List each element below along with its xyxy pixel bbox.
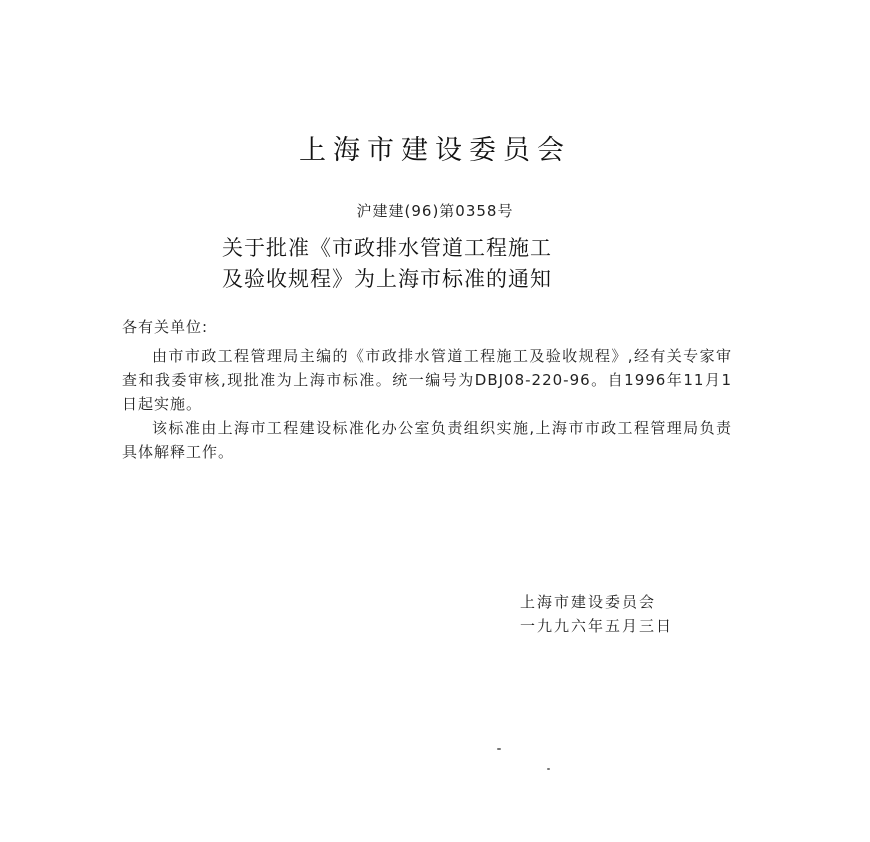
scan-speck (497, 748, 501, 750)
notice-title-line-1: 关于批准《市政排水管道工程施工 (222, 236, 552, 260)
body-paragraph-2: 该标准由上海市工程建设标准化办公室负责组织实施,上海市市政工程管理局负责具体解释工作。 (122, 419, 732, 461)
notice-title-line-2: 及验收规程》为上海市标准的通知 (222, 267, 552, 291)
signature-issuer: 上海市建设委员会 (520, 593, 657, 611)
issuer-heading: 上海市建设委员会 (299, 135, 571, 166)
signature-block (520, 590, 673, 638)
addressee: 各有关单位: (122, 318, 209, 336)
signature-date: 一九九六年五月三日 (520, 617, 674, 635)
body-paragraph-1: 由市市政工程管理局主编的《市政排水管道工程施工及验收规程》,经有关专家审查和我委审核,现批准为上海市标准。统一编号为DBJ08-220-96。自1996年11月1日起实施。 (122, 347, 732, 413)
document-number: 沪建建(96)第0358号 (356, 202, 514, 220)
notice-title (222, 233, 742, 295)
notice-body (122, 344, 732, 464)
scan-speck (547, 768, 550, 770)
